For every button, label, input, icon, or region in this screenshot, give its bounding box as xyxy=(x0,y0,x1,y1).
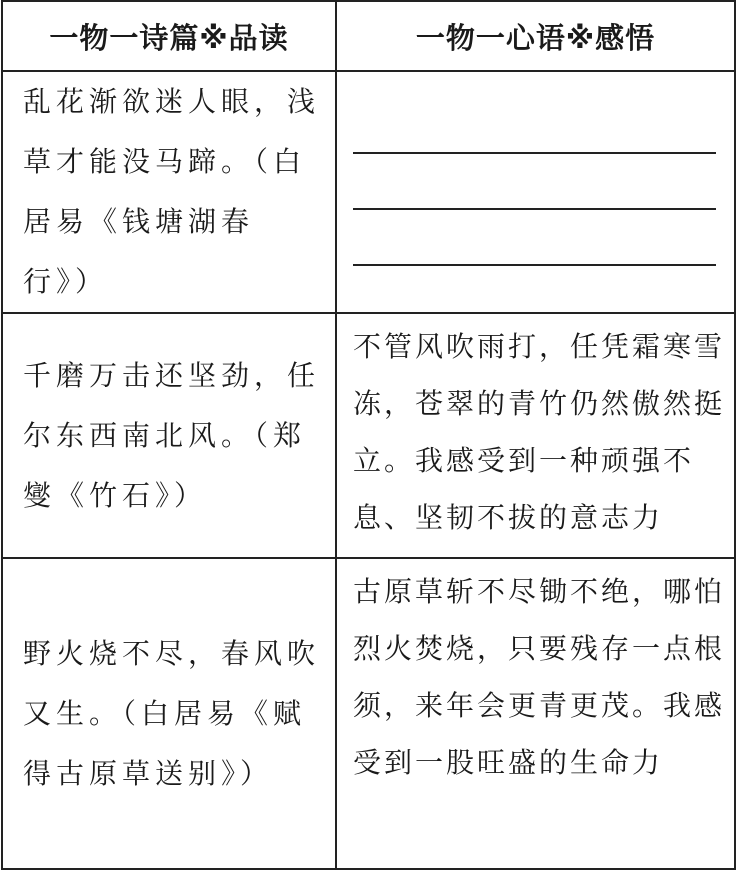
answer-blank-line[interactable] xyxy=(353,210,716,266)
answer-blank-line[interactable] xyxy=(353,98,716,154)
poem-cell: 千磨万击还坚劲，任尔东西南北风。（郑燮《竹石》） xyxy=(2,313,336,558)
table-row xyxy=(2,558,735,869)
header-insight: 一物一心语※感悟 xyxy=(336,1,735,71)
header-poem-reading: 一物一诗篇※品读 xyxy=(2,1,336,71)
table-row xyxy=(2,71,735,313)
answer-blank-line[interactable] xyxy=(353,154,716,210)
insight-cell: 古原草斩不尽锄不绝，哪怕烈火焚烧，只要残存一点根须，来年会更青更茂。我感受到一股旺盛的生命力 xyxy=(336,558,735,869)
poem-insight-table xyxy=(1,0,736,870)
insight-cell: 不管风吹雨打，任凭霜寒雪冻，苍翠的青竹仍然傲然挺立。我感受到一种顽强不息、坚韧不拔的意志力 xyxy=(336,313,735,558)
poem-cell: 野火烧不尽，春风吹又生。（白居易《赋得古原草送别》） xyxy=(2,558,336,869)
poem-cell: 乱花渐欲迷人眼，浅草才能没马蹄。（白居易《钱塘湖春行》） xyxy=(2,71,336,313)
table-header-row xyxy=(2,1,735,71)
table-row xyxy=(2,313,735,558)
answer-blank-area[interactable] xyxy=(336,71,735,313)
